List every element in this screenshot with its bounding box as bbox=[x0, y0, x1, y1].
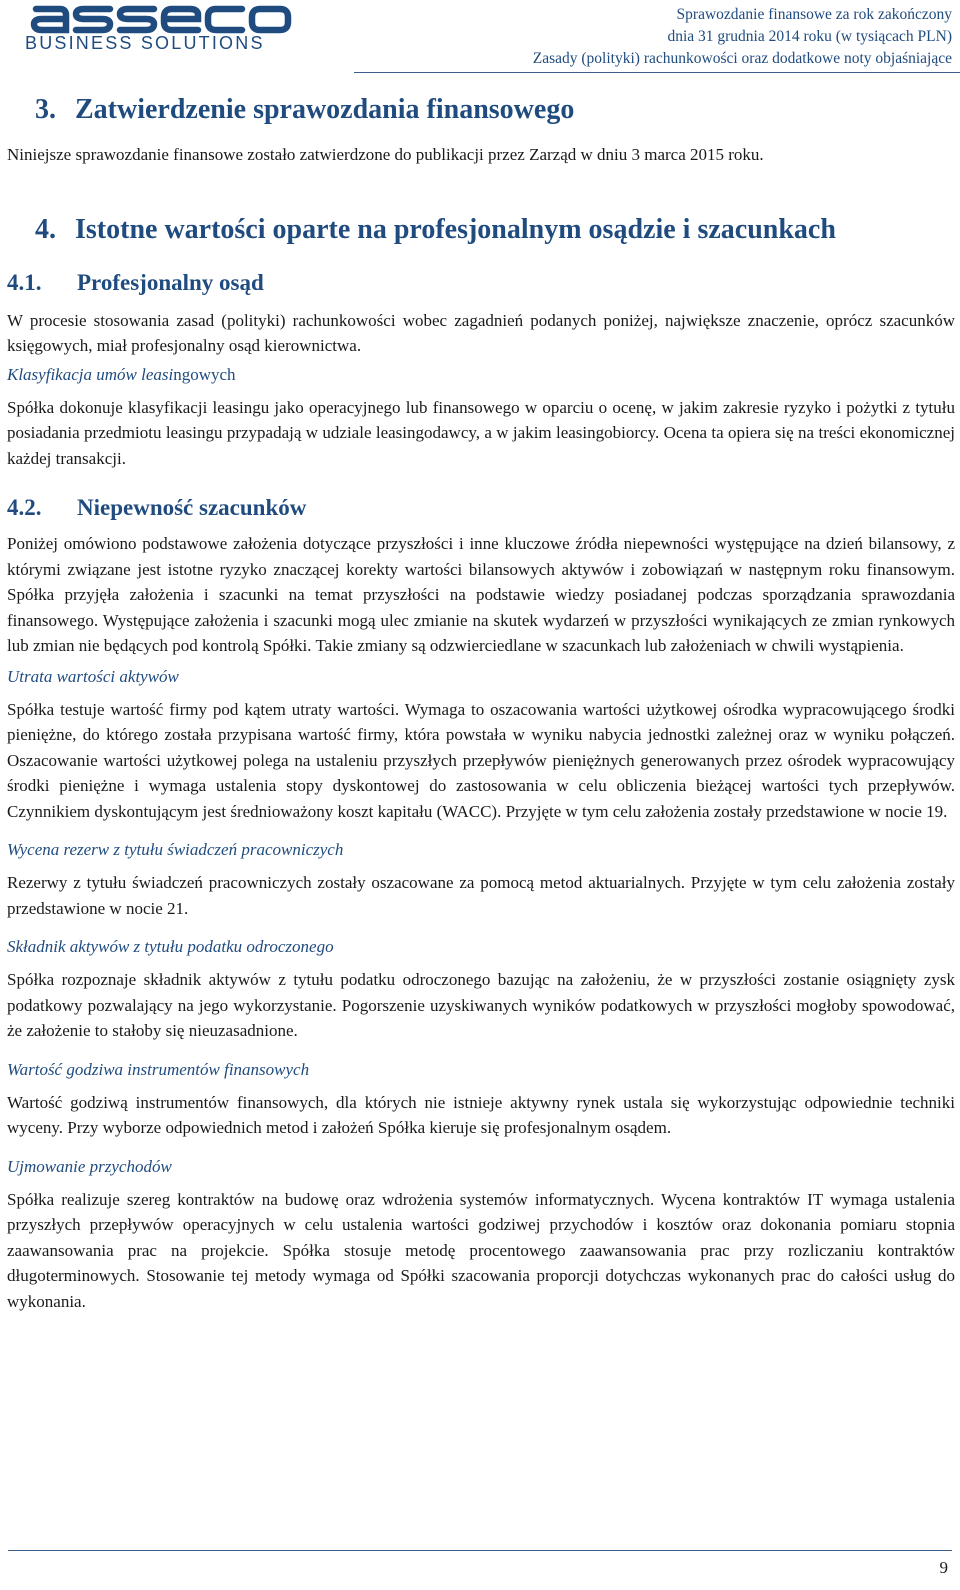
page-number: 9 bbox=[939, 1558, 948, 1577]
section-title: Istotne wartości oparte na profesjonalnym osądzie i szacunkach bbox=[75, 213, 836, 245]
logo-subtitle: BUSINESS SOLUTIONS bbox=[25, 33, 265, 53]
subheading-fair-value: Wartość godziwa instrumentów finansowych bbox=[7, 1059, 310, 1079]
section-4-heading bbox=[7, 208, 955, 252]
section-number: 4. bbox=[35, 213, 56, 245]
deferred-tax-text: Spółka rozpoznaje składnik aktywów z tytułu podatku odroczonego bazując na założeniu, że w przyszłości zostanie osiągnięty zysk podatkowy pozwalający na jego wykorzystanie. Pogorszenie uzyskiwanych wyników podatkowych w przyszłości mogłoby spowodować, że założenie to stałoby się nieuzasadnione. bbox=[7, 970, 955, 1040]
employee-provisions-text: Rezerwy z tytułu świadczeń pracowniczych zostały oszacowane za pomocą metod aktuarialnych. Przyjęte w tym celu założenia zostały przedstawione w nocie 21. bbox=[7, 873, 955, 918]
subheading-impairment: Utrata wartości aktywów bbox=[7, 666, 179, 686]
header-divider bbox=[354, 72, 960, 73]
subheading-leasing bbox=[7, 363, 955, 387]
section-4-1-intro: W procesie stosowania zasad (polityki) rachunkowości wobec zagadnień podanych poniżej, największe znaczenie, oprócz szacunków księgowych, miał profesjonalny osąd kierownictwa. bbox=[7, 310, 955, 355]
section-4-2-heading bbox=[7, 491, 955, 525]
section-title: Zatwierdzenie sprawozdania finansowego bbox=[75, 94, 575, 125]
subheading-revenue: Ujmowanie przychodów bbox=[7, 1156, 172, 1176]
section-number: 4.1. bbox=[7, 269, 42, 295]
header-line-2: dnia 31 grudnia 2014 roku (w tysiącach PLN) bbox=[667, 28, 952, 45]
footer-divider bbox=[8, 1550, 952, 1551]
section-3-heading bbox=[7, 88, 955, 132]
page-header bbox=[0, 0, 960, 72]
subheading-italic: Klasyfikacja umów leasi bbox=[7, 364, 174, 384]
section-number: 3. bbox=[35, 94, 56, 125]
asseco-wordmark bbox=[30, 4, 292, 34]
leasing-text: Spółka dokonuje klasyfikacji leasingu jako operacyjnego lub finansowego w oparciu o ocenę, w jakim zakresie ryzyko i pożytki z tytułu posiadania przedmiotu leasingu przypadają w udziale leasingodawcy, a w jakim leasingobiorcy. Ocena ta opiera się na treści ekonomicznej każdej transakcji. bbox=[7, 397, 955, 468]
subheading-employee-provisions: Wycena rezerw z tytułu świadczeń pracowniczych bbox=[7, 840, 344, 859]
section-number: 4.2. bbox=[7, 495, 42, 520]
section-4-2-intro: Poniżej omówiono podstawowe założenia dotyczące przyszłości i inne kluczowe źródła niepewności występujące na dzień bilansowy, z którymi związane jest istotne ryzyko znaczącej korekty wartości bilansowych aktywów i zobowiązań w następnym roku finansowym. Spółka przyjęła założenia i szacunki na temat przyszłości na podstawie wiedzy posiadanej podczas sporządzania sprawozdania finansowego. Występujące założenia i szacunki mogą ulec zmianie na skutek wydarzeń w przyszłości wynikających ze zmian rynkowych lub zmian nie będących pod kontrolą Spółki. Takie zmiany są odzwierciedlane w szacunkach lub założeniach w chwili wystąpienia. bbox=[7, 534, 955, 655]
section-title: Niepewność szacunków bbox=[77, 495, 307, 520]
impairment-text: Spółka testuje wartość firmy pod kątem utraty wartości. Wymaga to oszacowania wartości użytkowej ośrodka wypracowującego środki pieniężne, do którego została przypisana wartość firmy, która powstała w wyniku nabycia jednostki zależnej oraz w wyniku połączeń. Oszacowanie wartości użytkowej polega na ustaleniu przyszłych przepływów pieniężnych generowanych przez ośrodek wypracowujący środki pieniężne i wymaga ustalenia stopy dyskontowej do zastosowania w celu obliczenia bieżącej wartości tych przepływów. Czynnikiem dyskontującym jest średnioważony koszt kapitału (WACC). Przyjęte w tym celu założenia zostały przedstawione w nocie 19. bbox=[7, 699, 955, 821]
revenue-text: Spółka realizuje szereg kontraktów na budowę oraz wdrożenia systemów informatycznych. Wycena kontraktów IT wymaga ustalenia przyszłych przepływów operacyjnych w celu ustalenia wartości godziwej przychodów i kosztów oraz dokonania pomiaru stopnia zaawansowania prac na projekcie. Spółka stosuje metodę procentowego zaawansowania prac przy rozliczaniu kontraktów długoterminowych. Stosowanie tej metody wymaga od Spółki szacowania proporcji dotychczas wykonanych prac do całości usług do wykonania. bbox=[7, 1189, 955, 1311]
header-line-1: Sprawozdanie finansowe za rok zakończony bbox=[676, 6, 952, 23]
page-content bbox=[7, 88, 955, 1314]
subheading-deferred-tax: Składnik aktywów z tytułu podatku odroczonego bbox=[7, 937, 334, 956]
section-title: Profesjonalny osąd bbox=[77, 269, 264, 295]
fair-value-text: Wartość godziwą instrumentów finansowych, dla których nie istnieje aktywny rynek ustala się wykorzystując odpowiednie techniki wyceny. Przy wyborze odpowiednich metod i założeń Spółka kieruje się profesjonalnym osądem. bbox=[7, 1092, 955, 1137]
header-document-info bbox=[533, 4, 952, 70]
section-3-text: Niniejsze sprawozdanie finansowe zostało zatwierdzone do publikacji przez Zarząd w dniu 3 marca 2015 roku. bbox=[7, 145, 764, 164]
section-4-1-heading bbox=[7, 266, 955, 300]
subheading-rest: ngowych bbox=[173, 364, 236, 384]
header-line-3: Zasady (polityki) rachunkowości oraz dodatkowe noty objaśniające bbox=[532, 50, 952, 67]
